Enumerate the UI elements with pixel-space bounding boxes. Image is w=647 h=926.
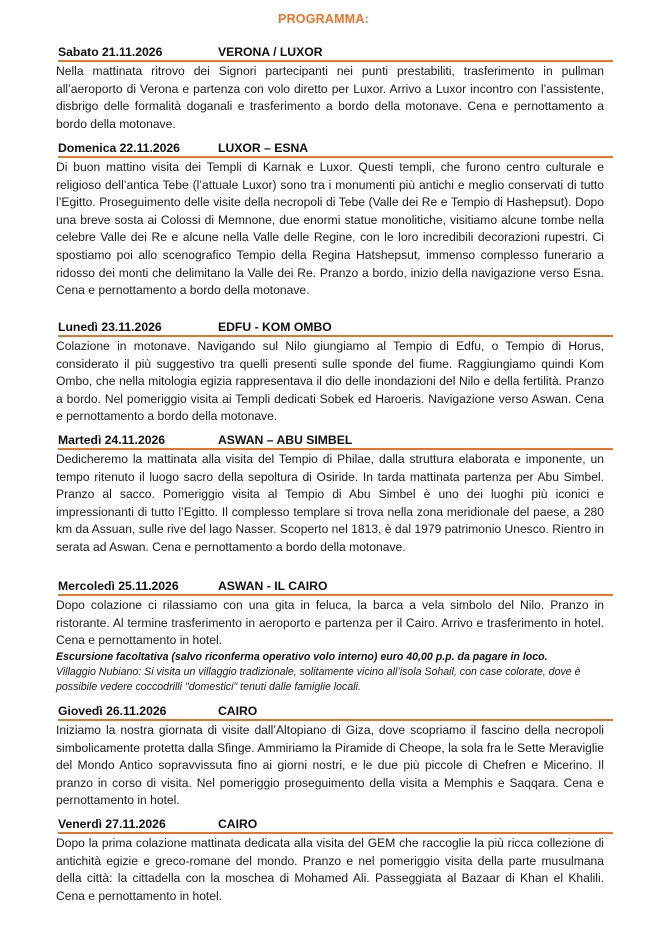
day-route: CAIRO [218,817,258,831]
day-header [58,579,613,596]
day-description: Dopo colazione ci rilassiamo con una gita in feluca, la barca a vela simbolo del Nilo. Pranzo in ristorante. Al termine trasferimento in aeroporto e partenza per il Cairo. Arrivo e trasferimento in hotel. Cena e pernottamento in hotel. [56,598,604,648]
day-header [58,320,613,337]
day-date: Lunedì 23.11.2026 [58,320,162,334]
day-section-4 [56,433,604,557]
day-date: Martedì 24.11.2026 [58,433,166,447]
day-section-1 [56,45,604,133]
day-section-5 [56,579,604,696]
day-header [58,433,613,450]
day-description: Iniziamo la nostra giornata di visite dall’Altopiano di Giza, dove scopriamo il fascino della necropoli simbolicamente protetta dalla Sfinge. Ammiriamo la Piramide di Cheope, la sola fra le Sette Meraviglie del Mondo Antico sopravvissuta fino ai giorni nostri, e le due più piccole di Chefren e Micerino. Il pranzo in corso di visita. Nel pomeriggio proseguimento della visita a Memphis e Saqqara. Cena e pernottamento in hotel. [56,723,604,808]
day-route: VERONA / LUXOR [218,45,323,59]
day-description: Dedicheremo la mattinata alla visita del Tempio di Philae, dalla struttura elaborata e imponente, un tempo ritenuto il luogo sacro della sepoltura di Osiride. In tarda mattinata partenza per Abu Simbel. Pranzo al sacco. Pomeriggio visita al Tempio di Abu Simbel è uno dei luoghi più iconici e impressionanti di tutto l’Egitto. Il complesso templare si trova nella zona meridionale del paese, a 280 km da Assuan, sulle rive del lago Nasser. Scoperto nel 1813, è dal 1979 patrimonio Unesco. Rientro in serata ad Aswan. Cena e pernottamento a bordo della motonave. [56,452,604,554]
day-route: ASWAN - IL CAIRO [218,579,328,593]
day-date: Domenica 22.11.2026 [58,141,180,155]
day-section-7 [56,817,604,905]
day-date: Venerdì 27.11.2026 [58,817,166,831]
day-date: Sabato 21.11.2026 [58,45,163,59]
day-route: ASWAN – ABU SIMBEL [218,433,353,447]
day-description: Dopo la prima colazione mattinata dedicata alla visita del GEM che raccoglie la più ricca collezione di antichità egizie e greco-romane del mondo. Pranzo e nel pomeriggio visita della parte musulmana della città: la cittadella con la moschea di Mohamed Ali. Passeggiata al Bazaar di Khan el Khalili. Cena e pernottamento in hotel. [56,836,604,903]
program-title: PROGRAMMA: [278,12,369,26]
excursion-title: Escursione facoltativa (salvo riconferma operativo volo interno) euro 40,00 p.p. da pagare in loco. [56,650,548,663]
day-header [58,45,613,62]
day-header [58,704,613,721]
day-section-6 [56,704,604,810]
day-section-2 [56,141,604,300]
day-route: EDFU - KOM OMBO [218,320,332,334]
day-date: Giovedì 26.11.2026 [58,704,167,718]
day-route: CAIRO [218,704,258,718]
day-header [58,817,613,834]
day-date: Mercoledì 25.11.2026 [58,579,179,593]
day-header [58,141,613,158]
day-description: Di buon mattino visita dei Templi di Karnak e Luxor. Questi templi, che furono centro culturale e religioso dell’antica Tebe (l’attuale Luxor) sono tra i monumenti più antichi e meglio conservati di tutto l’Egitto. Proseguimento delle visite della necropoli di Tebe (Valle dei Re e Tempio di Hashepsut). Dopo una breve sosta ai Colossi di Memnone, due enormi statue monolitiche, visitiamo alcune tombe nella celebre Valle dei Re e alcune nella Valle delle Regine, con le loro incredibili decorazioni rupestri. Ci spostiamo poi allo scenografico Tempio della Regina Hatshepsut, immenso complesso funerario a ridosso dei monti che delimitano la Valle dei Re. Pranzo a bordo, inizio della navigazione verso Esna. Cena e pernottamento a bordo della motonave. [56,160,604,298]
day-section-3 [56,320,604,426]
day-description: Colazione in motonave. Navigando sul Nilo giungiamo al Tempio di Edfu, o Tempio di Horus, considerato il più suggestivo tra quelli presenti sulle sponde del fiume. Raggiungiamo quindi Kom Ombo, che nella mitologia egizia rappresentava il dio delle inondazioni del Nilo e della fertilità. Pranzo a bordo. Nel pomeriggio visita ai Templi dedicati Sobek ed Haroeris. Navigazione verso Aswan. Cena e pernottamento a bordo della motonave. [56,339,604,424]
excursion-description: Villaggio Nubiano: Si visita un villaggio tradizionale, solitamente vicino all’isola Sohail, con case colorate, dove è possibile vedere coccodrilli "domestici" tenuti dalle famiglie locali. [56,665,581,694]
day-route: LUXOR – ESNA [218,141,309,155]
day-description: Nella mattinata ritrovo dei Signori partecipanti nei punti prestabiliti, trasferimento in pullman all’aeroporto di Verona e partenza con volo diretto per Luxor. Arrivo a Luxor incontro con l’assistente, disbrigo delle formalità doganali e trasferimento a bordo della motonave. Cena e pernottamento a bordo della motonave. [56,64,604,131]
